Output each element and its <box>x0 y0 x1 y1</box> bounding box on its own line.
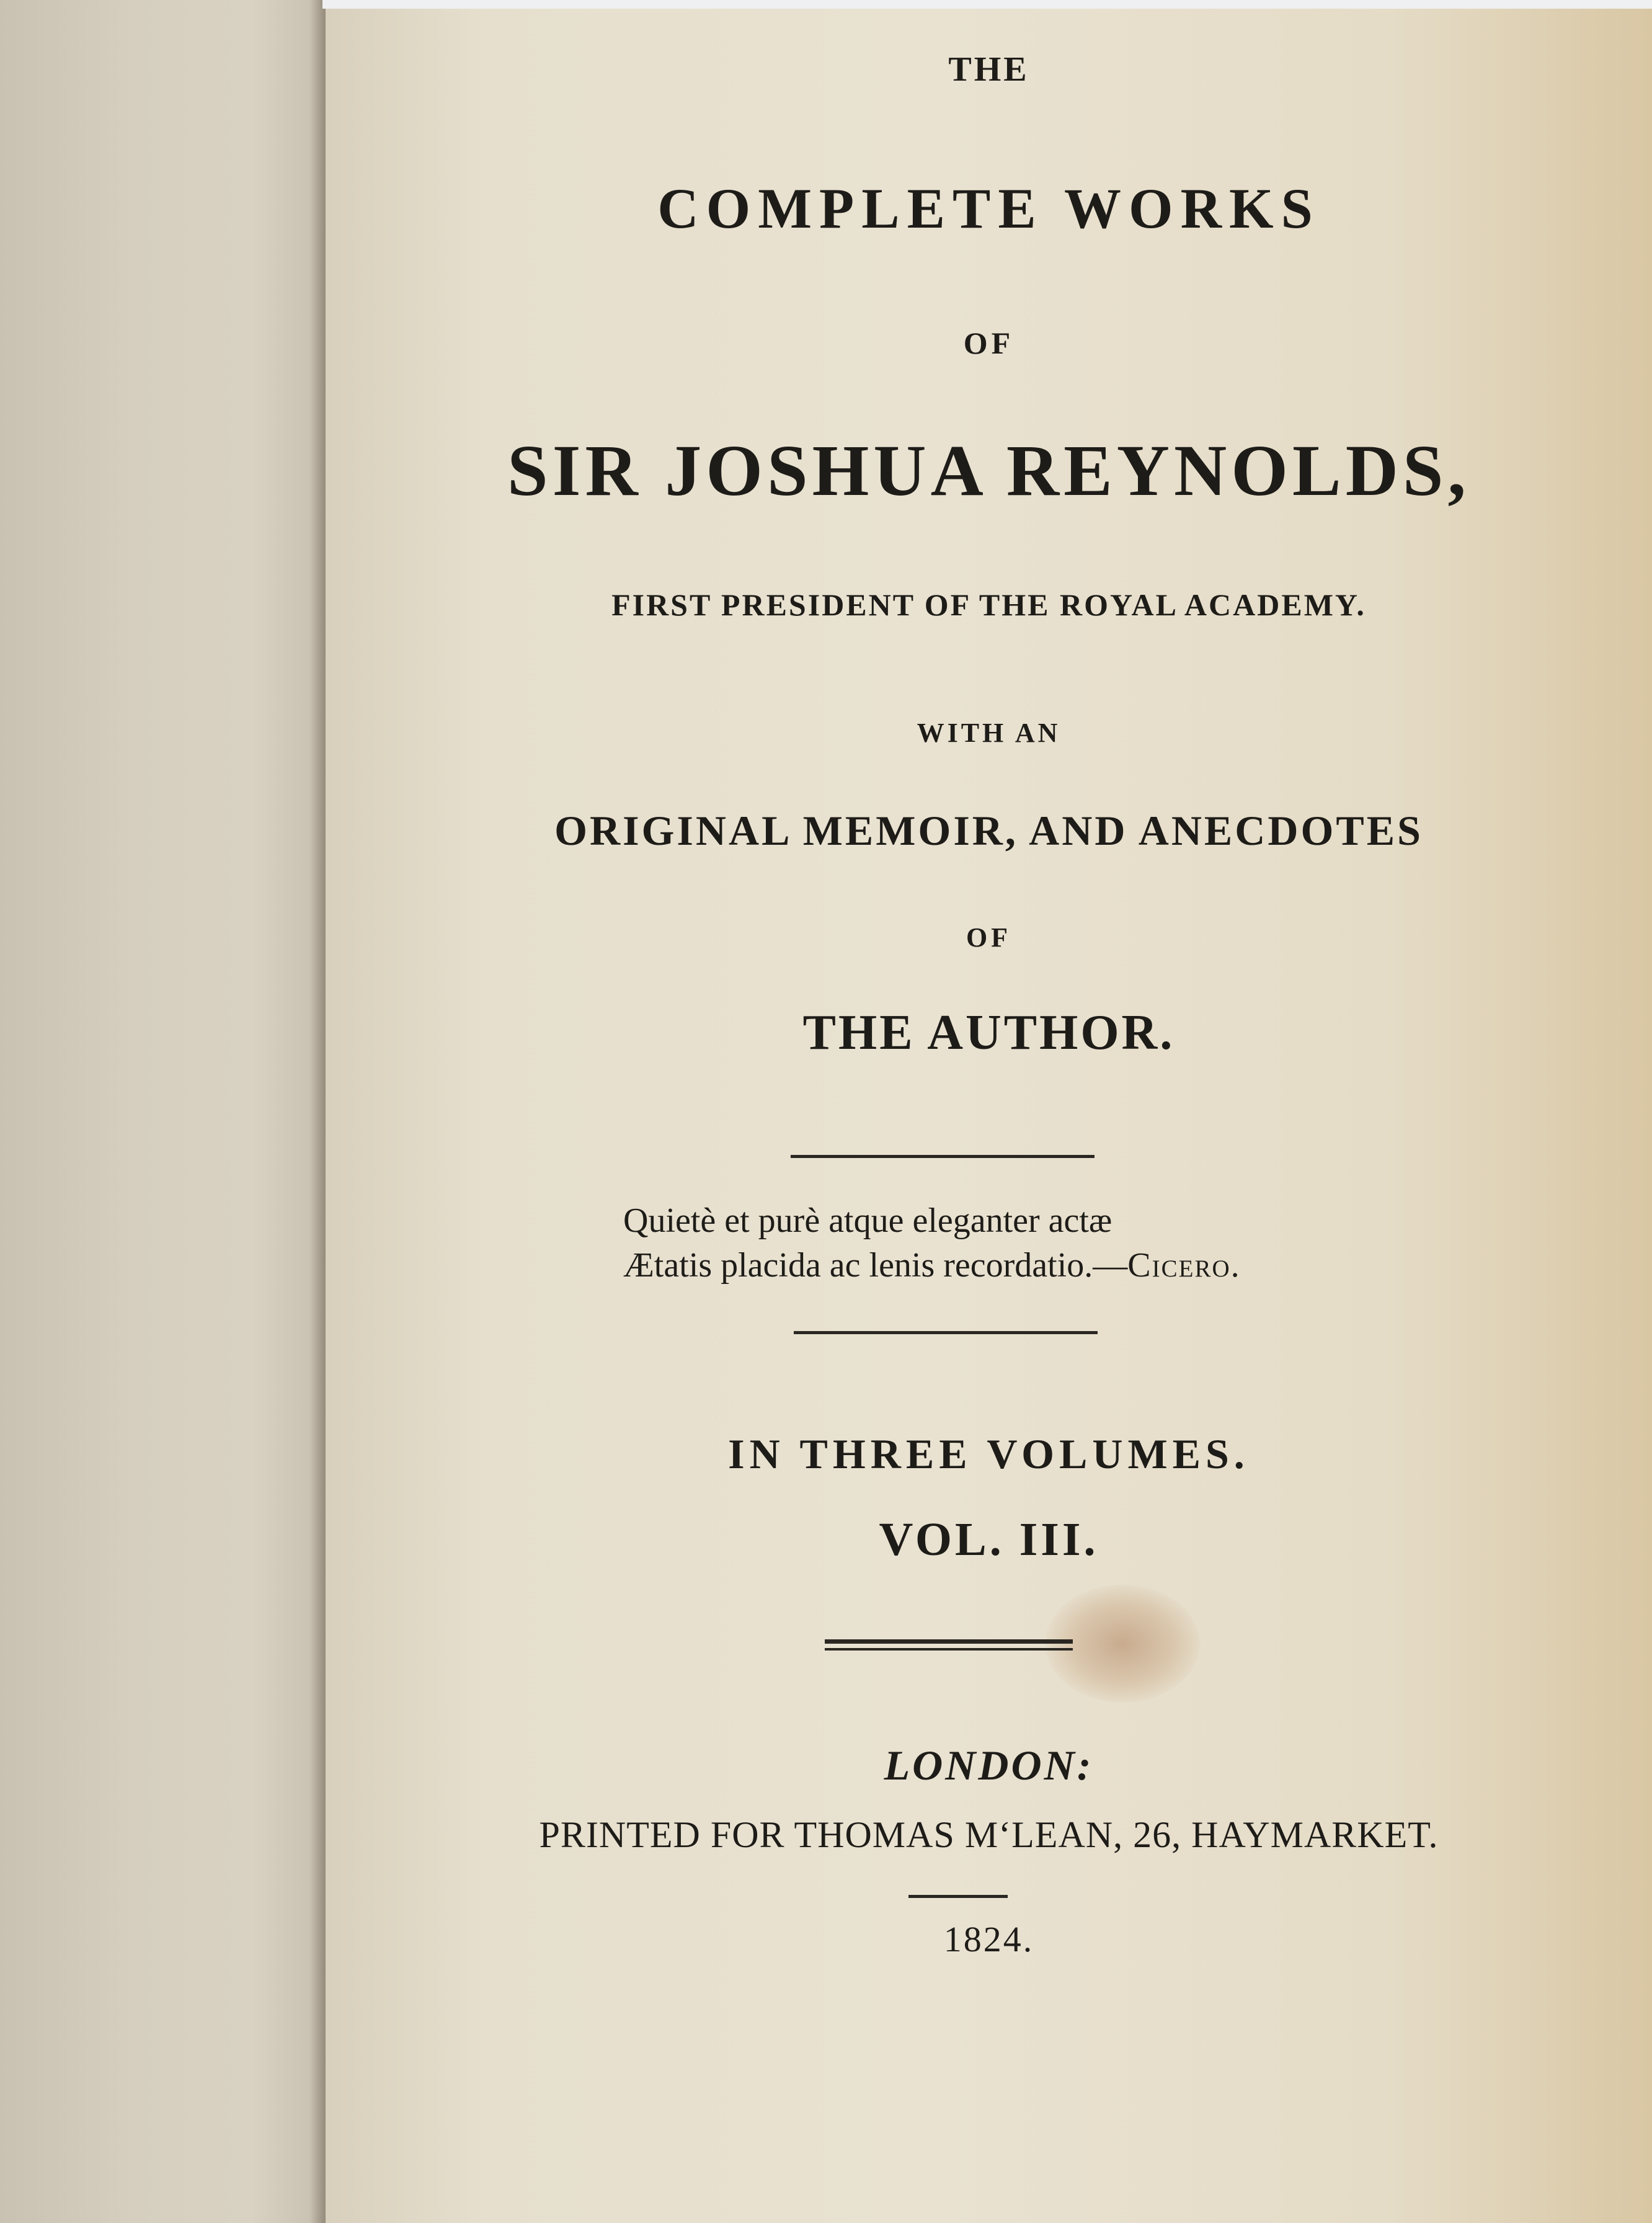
memoir-line: ORIGINAL MEMOIR, AND ANECDOTES <box>554 807 1423 854</box>
author-subtitle: FIRST PRESIDENT OF THE ROYAL ACADEMY. <box>611 587 1366 622</box>
the-author-line: THE AUTHOR. <box>802 1005 1175 1060</box>
memoir-of: OF <box>966 922 1012 953</box>
imprint-year: 1824. <box>943 1919 1034 1959</box>
imprint-city: LONDON: <box>884 1742 1094 1789</box>
quote-line-2-text: Ætatis placida ac lenis recordatio.— <box>623 1246 1128 1285</box>
epigraph-quote <box>623 1198 1241 1288</box>
volumes-line: IN THREE VOLUMES. <box>728 1430 1250 1477</box>
author-name: SIR JOSHUA REYNOLDS, <box>507 430 1471 511</box>
volume-number: VOL. III. <box>879 1513 1099 1566</box>
title-complete-works: COMPLETE WORKS <box>657 177 1320 240</box>
background-strip <box>322 0 1652 9</box>
rule-below-quote <box>794 1331 1098 1334</box>
title-of: OF <box>963 326 1015 360</box>
double-rule <box>825 1639 1073 1653</box>
with-an-line: WITH AN <box>917 718 1061 748</box>
title-the: THE <box>948 50 1029 89</box>
rule-above-year <box>908 1895 1008 1898</box>
imprint-printer: PRINTED FOR THOMAS M‘LEAN, 26, HAYMARKET. <box>539 1814 1439 1855</box>
title-page <box>326 0 1652 2223</box>
rule-above-quote <box>791 1155 1095 1158</box>
facing-blank-page <box>0 0 335 2223</box>
quote-attribution: Cicero. <box>1127 1246 1241 1285</box>
quote-line-2 <box>623 1243 1241 1288</box>
quote-line-1: Quietè et purè atque eleganter actæ <box>623 1201 1112 1240</box>
